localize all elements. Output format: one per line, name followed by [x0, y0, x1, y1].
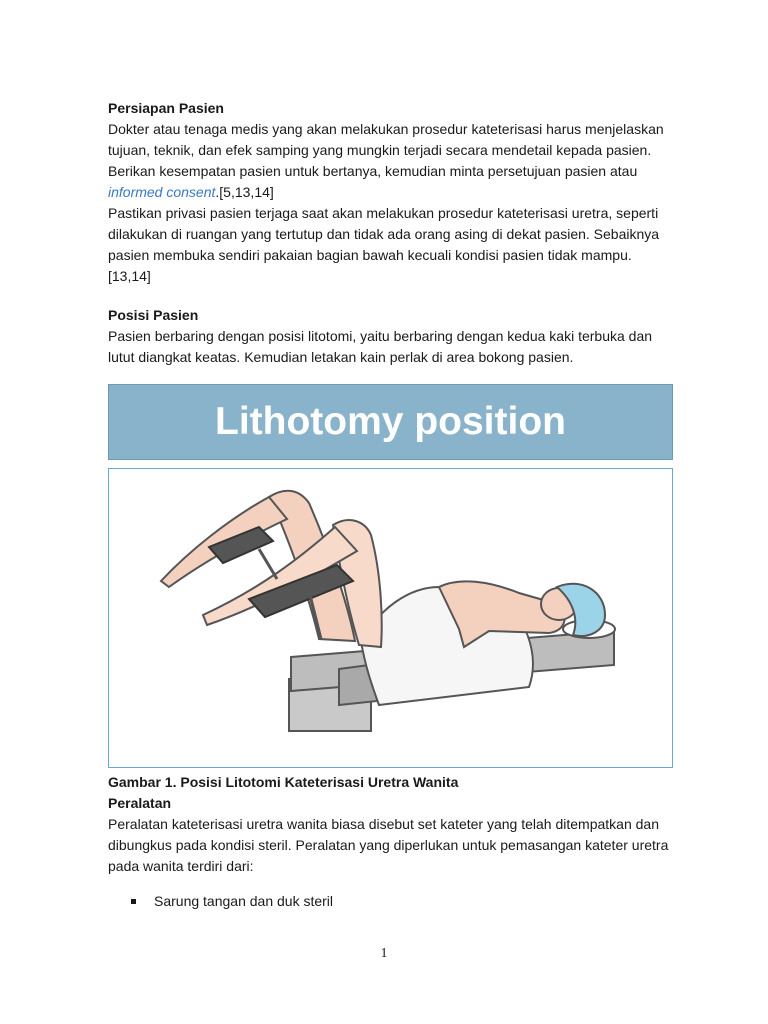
- figure-banner-title: Lithotomy position: [215, 400, 566, 443]
- equipment-list: [108, 891, 673, 912]
- paragraph-persiapan-2: Pastikan privasi pasien terjaga saat akan melakukan prosedur kateterisasi uretra, seperti dilakukan di ruangan yang tertutup dan tidak ada orang asing di dekat pasien. Sebaiknya pasien membuka sendiri pakaian bagian bawah kecuali kondisi pasien tidak mampu.[13,14]: [108, 205, 660, 284]
- stirrup-post-back: [259, 549, 277, 579]
- paragraph-text: Dokter atau tenaga medis yang akan melakukan prosedur kateterisasi harus menjelaskan tujuan, teknik, dan efek samping yang mungkin terjadi secara mendetail kepada pasien. Berikan kesempatan pasien untuk bertanya, kemudian minta persetujuan pasien atau: [108, 121, 664, 179]
- paragraph-peralatan: Peralatan kateterisasi uretra wanita biasa disebut set kateter yang telah ditempatkan dan dibungkus pada kondisi steril. Peralatan yang diperlukan untuk pemasangan kateter uretra pada wanita terdiri dari:: [108, 816, 669, 874]
- paragraph-posisi: Pasien berbaring dengan posisi litotomi, yaitu berbaring dengan kedua kaki terbuka dan lutut diangkat keatas. Kemudian letakan kain perlak di area bokong pasien.: [108, 328, 653, 365]
- lithotomy-illustration: [108, 468, 673, 768]
- paragraph-persiapan-1: [108, 119, 673, 203]
- figure-banner: [108, 384, 673, 460]
- document-body: [108, 98, 673, 912]
- lithotomy-drawing: [109, 469, 672, 767]
- section-heading-peralatan: Peralatan: [108, 795, 172, 811]
- figure-caption: Gambar 1. Posisi Litotomi Kateterisasi Uretra Wanita: [108, 774, 459, 790]
- section-heading-posisi: Posisi Pasien: [108, 307, 199, 323]
- reference-text: .[5,13,14]: [215, 184, 274, 200]
- informed-consent-link[interactable]: informed consent: [108, 184, 216, 200]
- section-heading-persiapan: Persiapan Pasien: [108, 100, 224, 116]
- page-number: 1: [380, 946, 388, 961]
- list-item: Sarung tangan dan duk steril: [108, 891, 673, 912]
